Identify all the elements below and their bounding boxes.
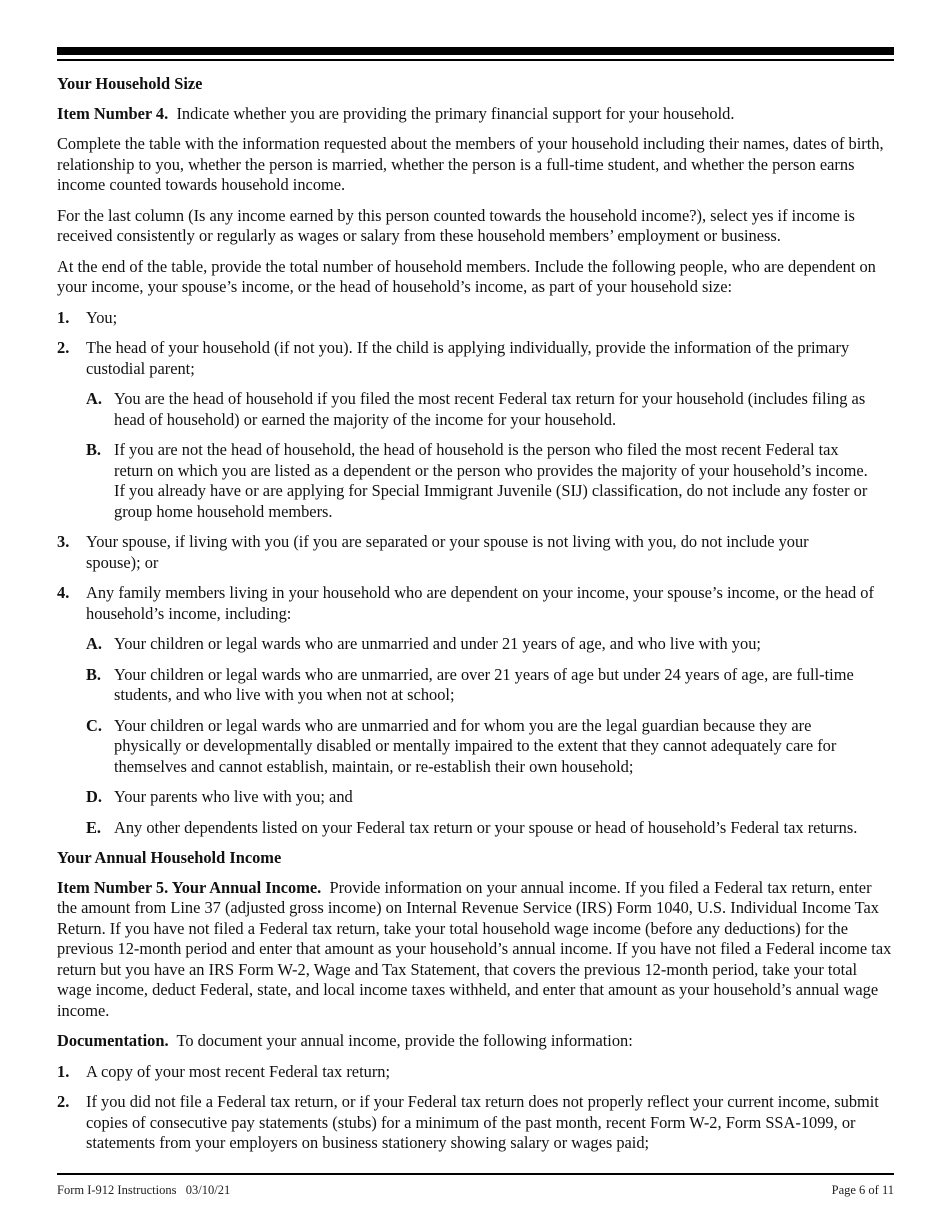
list-item-text: Your spouse, if living with you (if you are separated or your spouse is not living with you, do not include your spouse); or xyxy=(86,532,809,572)
item-4-text: Indicate whether you are providing the primary financial support for your household. xyxy=(176,103,735,123)
sub-list-item-letter: B. xyxy=(86,664,102,684)
item-5-paragraph xyxy=(57,878,894,1022)
table-instructions-paragraph: Complete the table with the information requested about the members of your household including their names, dates of birth, relationship to you, whether the person is married, whether the person is a full-time student, and whether the person earns income counted towards household income. xyxy=(57,134,884,194)
list-item-number: 4. xyxy=(57,583,70,602)
list-item-text: If you did not file a Federal tax return, or if your Federal tax return does not properly reflect your current income, submit copies of consecutive pay statements (stubs) for a minimum of the past month, recent Form W-2, Form SSA-1099, or statements from your employers on business stationery showing salary or wages paid; xyxy=(86,1092,879,1152)
list-item xyxy=(57,1062,894,1083)
list-item-number: 3. xyxy=(57,532,70,551)
header-thin-rule xyxy=(57,59,894,61)
list-item-number: 2. xyxy=(57,338,70,357)
sub-list-item-letter: A. xyxy=(86,634,102,653)
list-item-text: A copy of your most recent Federal tax return; xyxy=(86,1061,391,1081)
item-5-label: Item Number 5. Your Annual Income. xyxy=(57,877,322,897)
item-5-text: Provide information on your annual income. If you filed a Federal tax return, enter the amount from Line 37 (adjusted gross income) on Internal Revenue Service (IRS) Form 1040, U.S. Individual Income Tax Return. If you have not filed a Federal tax return, take your total household wage income (before any deductions) for the previous 12-month period and enter that amount as your household’s annual income. If you have not filed a Federal income tax return but you have an IRS Form W-2, Wage and Tax Statement, that covers the previous 12-month period, take your total wage income, deduct Federal, state, and local income taxes withheld, and enter that amount as your household’s annual wage income. xyxy=(57,877,892,1020)
footer-rule xyxy=(57,1173,894,1175)
list-item xyxy=(57,338,894,379)
list-item xyxy=(57,583,894,624)
footer-page-number: Page 6 of 11 xyxy=(831,1183,894,1197)
item-4-paragraph xyxy=(57,104,894,125)
sub-list-item xyxy=(57,389,894,430)
list-item xyxy=(57,532,894,573)
sub-list-item xyxy=(57,440,894,522)
sub-list-item-text: Your children or legal wards who are unmarried, are over 21 years of age but under 24 years of age, are full-time students, and who live with you when not at school; xyxy=(114,664,854,704)
sub-list-item-letter: B. xyxy=(86,440,102,459)
total-members-paragraph: At the end of the table, provide the total number of household members. Include the following people, who are dependent on your income, your spouse’s income, or the head of household’s income, as part of your household size: xyxy=(57,256,876,296)
sub-list-item-text: If you are not the head of household, the head of household is the person who filed the most recent Federal tax return on which you are listed as a dependent or the person who provides the majority of your household’s income. If you already have or are applying for Special Immigrant Juvenile (SIJ) classification, do not include any foster or group home household members. xyxy=(114,440,868,521)
sub-list-item-text: Your children or legal wards who are unmarried and for whom you are the legal guardian because they are physically or developmentally disabled or mentally impaired to the extent that they cannot adequately care for themselves and cannot establish, maintain, or re-establish their own household; xyxy=(114,715,837,776)
sub-list-item-text: Your children or legal wards who are unmarried and under 21 years of age, and who live with you; xyxy=(114,634,761,653)
last-column-paragraph: For the last column (Is any income earned by this person counted towards the household income?), select yes if income is received consistently or regularly as wages or salary from these household members’ employment or business. xyxy=(57,205,855,245)
sub-list-item-letter: E. xyxy=(86,817,102,837)
page-content xyxy=(57,74,894,1164)
list-item xyxy=(57,1092,894,1154)
sub-list-item-text: You are the head of household if you filed the most recent Federal tax return for your household (includes filing as head of household) or earned the majority of the income for your household. xyxy=(114,389,866,429)
list-item-text: The head of your household (if not you). If the child is applying individually, provide the information of the primary custodial parent; xyxy=(86,338,850,378)
household-size-heading: Your Household Size xyxy=(57,74,203,93)
annual-income-heading: Your Annual Household Income xyxy=(57,848,282,867)
sub-list-item-letter: A. xyxy=(86,389,102,408)
documentation-label: Documentation. xyxy=(57,1031,169,1050)
documentation-paragraph xyxy=(57,1031,894,1052)
list-item-text: You; xyxy=(86,307,118,327)
list-item xyxy=(57,308,894,329)
header-thick-rule xyxy=(57,47,894,55)
list-item-number: 2. xyxy=(57,1092,70,1111)
list-item-text: Any family members living in your household who are dependent on your income, your spouse’s income, or the head of household’s income, including: xyxy=(86,583,874,623)
sub-list-item xyxy=(57,716,894,778)
sub-list-item-text: Any other dependents listed on your Federal tax return or your spouse or head of household’s Federal tax returns. xyxy=(114,817,858,837)
item-4-label: Item Number 4. xyxy=(57,103,169,123)
list-item-number: 1. xyxy=(57,1061,70,1081)
sub-list-item-letter: C. xyxy=(86,715,102,735)
sub-list-item xyxy=(57,818,898,839)
list-item-number: 1. xyxy=(57,307,70,327)
sub-list-item-letter: D. xyxy=(86,787,102,806)
footer-form-id: Form I-912 Instructions 03/10/21 xyxy=(57,1183,231,1197)
sub-list-item xyxy=(57,787,894,808)
documentation-text: To document your annual income, provide the following information: xyxy=(176,1031,633,1050)
sub-list-item xyxy=(57,634,894,655)
sub-list-item xyxy=(57,665,894,706)
sub-list-item-text: Your parents who live with you; and xyxy=(114,787,353,806)
